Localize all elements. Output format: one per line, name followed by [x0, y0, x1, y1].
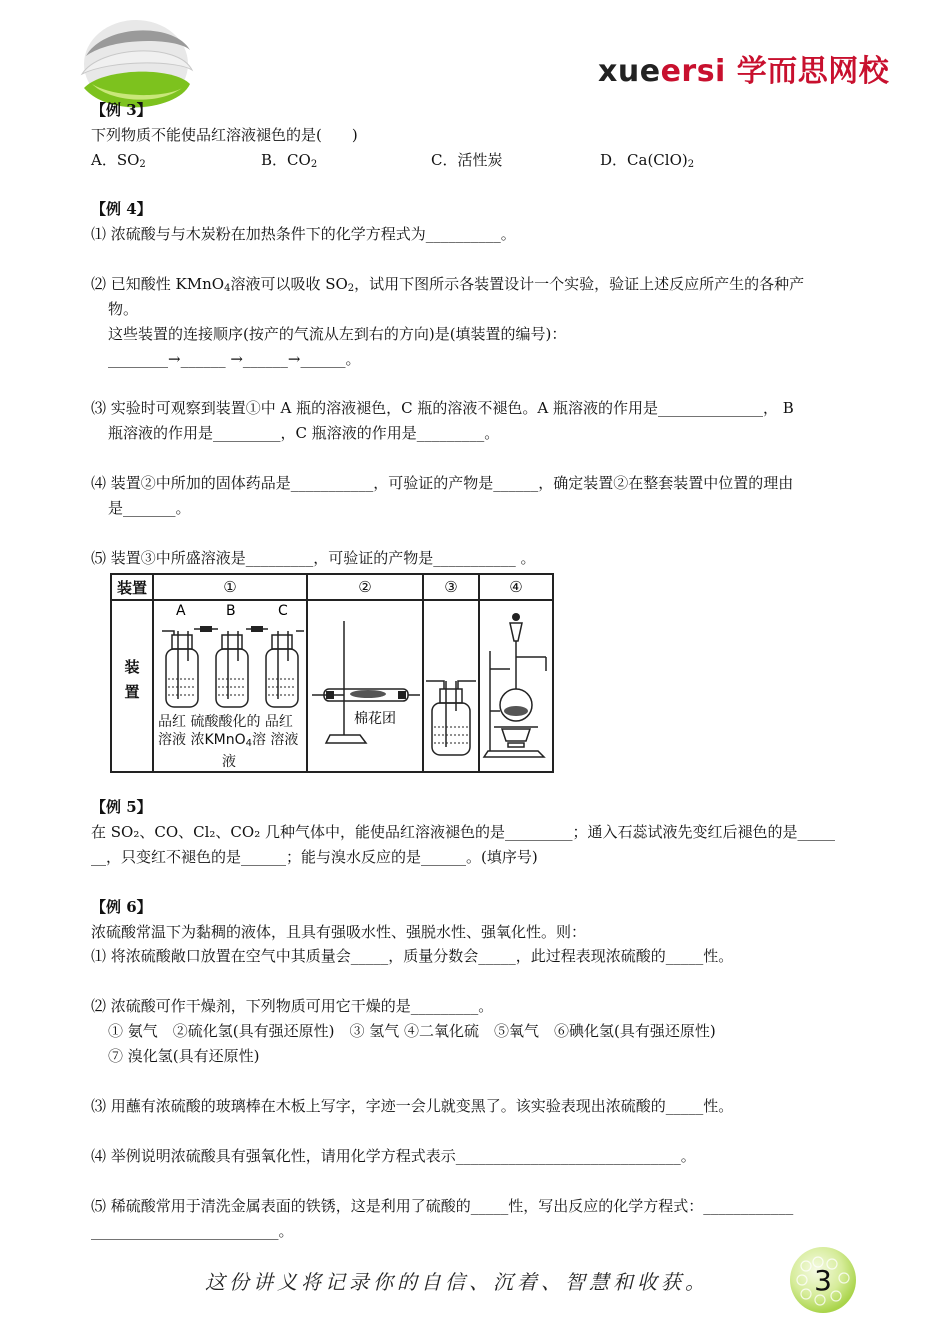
ex6-q2: ⑵ 浓硫酸可作干燥剂，下列物质可用它干燥的是_________。 [91, 997, 494, 1015]
page-number-badge [786, 1244, 860, 1316]
ex3-option-b [261, 149, 317, 176]
apparatus-col-2: ② [307, 574, 423, 600]
ex6-q1: ⑴ 将浓硫酸敞口放置在空气中其质量会_____，质量分数会_____，此过程表现浓硫酸的_____性。 [91, 947, 734, 965]
ex5-line1: 在 SO₂、CO、Cl₂、CO₂ 几种气体中，能使品红溶液褪色的是_________；通入石蕊试液先变红后褪色的是_____ [91, 823, 835, 841]
ex4-q5: ⑸ 装置③中所盛溶液是_________，可验证的产物是___________ 。 [91, 549, 536, 567]
ex3-option-d-text: D．Ca(ClO) [600, 151, 688, 169]
apparatus-row-label [111, 600, 153, 772]
bottle-c-label: C [278, 603, 288, 619]
subscript: 4 [224, 283, 231, 294]
apparatus-1-caption [154, 713, 306, 771]
ex6-title: 【例 6】 [91, 898, 152, 916]
ex3-option-d [600, 149, 694, 176]
wash-bottles-icon [154, 601, 306, 713]
caption-line-2: 溶液 浓KMnO [158, 732, 246, 748]
ex3-option-c: C．活性炭 [431, 151, 503, 169]
ex3-option-a [91, 149, 146, 176]
subscript: 2 [139, 159, 146, 170]
subscript: 4 [245, 738, 252, 749]
apparatus-4-cell [479, 600, 553, 772]
apparatus-head-label: 装置 [111, 574, 153, 600]
subscript: 2 [310, 159, 318, 170]
apparatus-table [110, 573, 554, 773]
ex4-q3-line2: 瓶溶液的作用是_________，C 瓶溶液的作用是_________。 [108, 424, 500, 442]
ex6-q2-options-1: ① 氨气 ②硫化氢(具有强还原性) ③ 氢气 ④二氧化硫 ⑤氧气 ⑥碘化氢(具有强还原性) [108, 1022, 716, 1040]
subscript: 2 [687, 159, 695, 170]
brand-latin-1: xue [598, 54, 661, 89]
brand-latin-2: ersi [660, 54, 726, 89]
ex4-title: 【例 4】 [91, 200, 152, 218]
ex3-option-a-text: A．SO [91, 151, 140, 169]
brand-cn: 学而思网校 [736, 54, 890, 89]
apparatus-3-cell [423, 600, 479, 772]
footer-slogan: 这份讲义将记录你的自信、沉着、智慧和收获。 [205, 1270, 709, 1294]
ex3-option-b-text: B．CO [261, 151, 311, 169]
bottle-a-label: A [176, 603, 186, 619]
subscript: 2 [347, 283, 355, 294]
ex4-q2-line3: 这些装置的连接顺序(按产的气流从左到右的方向)是(填装置的编号)： [108, 325, 567, 343]
page-number: 3 [814, 1264, 832, 1297]
cotton-label: 棉花团 [354, 711, 396, 727]
ex6-q5-line2: _________________________。 [91, 1222, 294, 1240]
drying-tube-icon [308, 611, 422, 761]
apparatus-col-4: ④ [479, 574, 553, 600]
ex6-q5-line1: ⑸ 稀硫酸常用于清洗金属表面的铁锈，这是利用了硫酸的_____性，写出反应的化学方程式：____________ [91, 1197, 794, 1215]
ex4-q2-part-c: ，试用下图所示各装置设计一个实验，验证上述反应所产生的各种产 [354, 275, 805, 293]
apparatus-1-cell [153, 600, 307, 772]
ex4-q4-line2: 是_______。 [108, 499, 191, 517]
ex4-q1: ⑴ 浓硫酸与与木炭粉在加热条件下的化学方程式为__________。 [91, 225, 516, 243]
ex4-q2-line4: ________→______ →______→______。 [108, 350, 361, 368]
ex3-title: 【例 3】 [91, 101, 152, 119]
ex6-q3: ⑶ 用蘸有浓硫酸的玻璃棒在木板上写字，字迹一会儿就变黑了。该实验表现出浓硫酸的_____性。 [91, 1097, 734, 1115]
ex6-q4: ⑷ 举例说明浓硫酸具有强氧化性，请用化学方程式表示______________________________。 [91, 1147, 696, 1165]
bottle-b-label: B [226, 603, 236, 619]
solid-reagent-icon [350, 690, 386, 698]
clamp-icon [251, 626, 263, 632]
ex4-q2-part-a: ⑵ 已知酸性 KMnO [91, 275, 225, 293]
ex3-question: 下列物质不能使品红溶液褪色的是( ) [91, 126, 358, 144]
apparatus-row-label-text: 装置 [122, 659, 141, 709]
gas-wash-bottle-icon [424, 611, 478, 761]
apparatus-col-3: ③ [423, 574, 479, 600]
ex4-q2-line1 [91, 273, 804, 300]
ex4-q3-line1: ⑶ 实验时可观察到装置①中 A 瓶的溶液褪色，C 瓶的溶液不褪色。A 瓶溶液的作用是______________， B [91, 399, 794, 417]
ex5-title: 【例 5】 [91, 798, 152, 816]
reaction-flask-icon [480, 611, 552, 761]
ex4-q2-line2: 物。 [108, 300, 139, 318]
apparatus-2-cell [307, 600, 423, 772]
clamp-icon [200, 626, 212, 632]
ex4-q2-part-b: 溶液可以吸收 SO [230, 275, 348, 293]
brand-logo-text [598, 46, 889, 90]
caption-line-1: 品红 硫酸酸化的 品红 [158, 714, 293, 730]
ex4-q4-line1: ⑷ 装置②中所加的固体药品是___________，可验证的产物是______，确定装置②在整套装置中位置的理由 [91, 474, 794, 492]
ex5-line2: __，只变红不褪色的是______；能与溴水反应的是______。(填序号) [91, 848, 538, 866]
caption-line-2b: 溶 溶液 [251, 732, 299, 748]
ex6-q2-options-2: ⑦ 溴化氢(具有还原性) [108, 1047, 260, 1065]
apparatus-col-1: ① [153, 574, 307, 600]
caption-line-3: 液 [222, 754, 236, 770]
ex6-intro: 浓硫酸常温下为黏稠的液体，且具有强吸水性、强脱水性、强氧化性。则： [91, 923, 587, 941]
